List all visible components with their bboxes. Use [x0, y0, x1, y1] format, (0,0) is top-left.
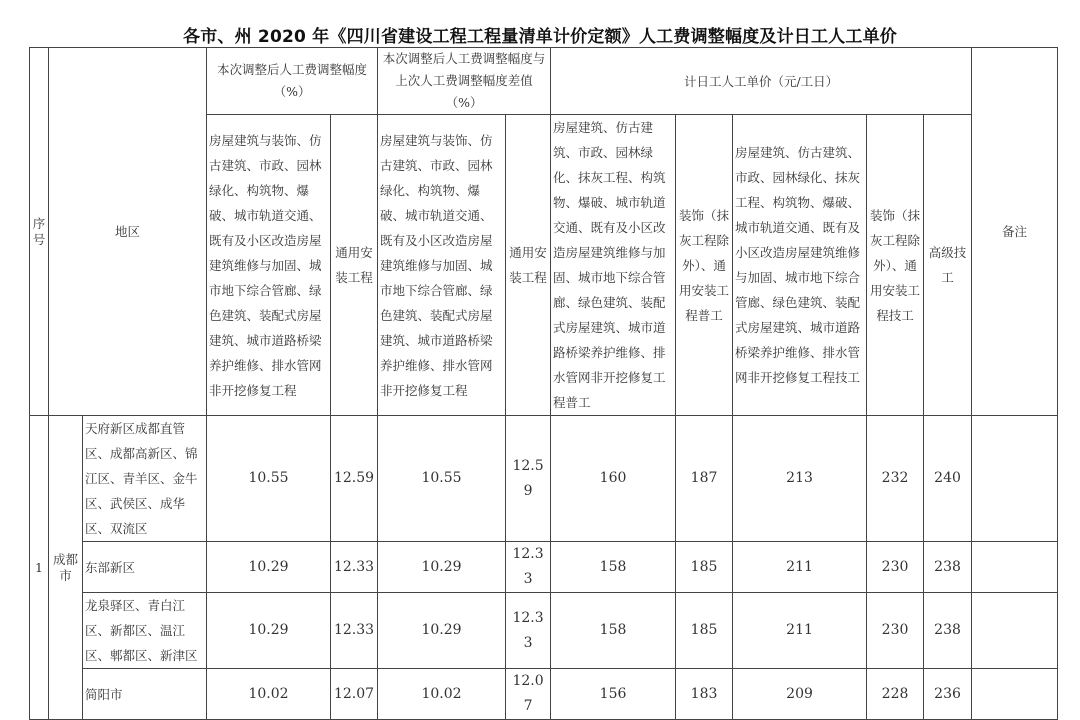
decor-skilled-worker-cell: 228 [867, 669, 924, 720]
skilled-worker-cell: 209 [733, 669, 867, 720]
diff-install-cell: 12.33 [506, 593, 551, 669]
adj-building-cell: 10.02 [207, 669, 331, 720]
labor-rate-table [29, 47, 1058, 720]
page-title: 各市、州 2020 年《四川省建设工程工程量清单计价定额》人工费调整幅度及计日工人工单价 [183, 27, 897, 47]
adj-building-cell: 10.29 [207, 593, 331, 669]
region-cell: 简阳市 [83, 669, 207, 720]
table-row [30, 416, 1058, 542]
remarks-header: 备注 [972, 48, 1058, 416]
table-row [30, 542, 1058, 593]
diff-install-cell: 12.59 [506, 416, 551, 542]
diff-building-header: 房屋建筑与装饰、仿古建筑、市政、园林绿化、构筑物、爆破、城市轨道交通、既有及小区改造房屋建筑维修与加固、城市地下综合管廊、绿色建筑、装配式房屋建筑、城市道路桥梁养护维修、排水管网非开挖修复工程 [378, 115, 506, 416]
difference-group-header: 本次调整后人工费调整幅度与上次人工费调整幅度差值（%） [378, 48, 551, 115]
adj-install-cell: 12.33 [331, 542, 378, 593]
adj-install-cell: 12.33 [331, 593, 378, 669]
diff-install-cell: 12.07 [506, 669, 551, 720]
decor-skilled-worker-cell: 232 [867, 416, 924, 542]
adj-install-header: 通用安装工程 [331, 115, 378, 416]
skilled-worker-cell: 211 [733, 593, 867, 669]
adj-install-cell: 12.59 [331, 416, 378, 542]
adj-building-header: 房屋建筑与装饰、仿古建筑、市政、园林绿化、构筑物、爆破、城市轨道交通、既有及小区改造房屋建筑维修与加固、城市地下综合管廊、绿色建筑、装配式房屋建筑、城市道路桥梁养护维修、排水管网非开挖修复工程 [207, 115, 331, 416]
table-row [30, 669, 1058, 720]
decor-general-worker-cell: 185 [676, 542, 733, 593]
daywork-rate-group-header: 计日工人工单价（元/工日） [551, 48, 972, 115]
senior-skilled-cell: 238 [924, 593, 972, 669]
seq-cell: 1 [30, 416, 49, 720]
senior-skilled-cell: 240 [924, 416, 972, 542]
decor-skilled-worker-cell: 230 [867, 542, 924, 593]
decor-skilled-worker-header: 装饰（抹灰工程除外）、通用安装工程技工 [867, 115, 924, 416]
adj-building-cell: 10.29 [207, 542, 331, 593]
general-worker-cell: 158 [551, 593, 676, 669]
skilled-worker-cell: 211 [733, 542, 867, 593]
diff-install-cell: 12.33 [506, 542, 551, 593]
adj-install-cell: 12.07 [331, 669, 378, 720]
diff-install-header: 通用安装工程 [506, 115, 551, 416]
diff-building-cell: 10.29 [378, 593, 506, 669]
region-cell: 东部新区 [83, 542, 207, 593]
region-cell: 龙泉驿区、青白江区、新都区、温江区、郫都区、新津区 [83, 593, 207, 669]
city-cell: 成都市 [49, 416, 83, 720]
senior-skilled-cell: 238 [924, 542, 972, 593]
diff-building-cell: 10.55 [378, 416, 506, 542]
seq-header: 序号 [30, 48, 49, 416]
region-cell: 天府新区成都直管区、成都高新区、锦江区、青羊区、金牛区、武侯区、成华区、双流区 [83, 416, 207, 542]
senior-skilled-header: 高级技工 [924, 115, 972, 416]
skilled-worker-header: 房屋建筑、仿古建筑、市政、园林绿化、抹灰工程、构筑物、爆破、城市轨道交通、既有及小区改造房屋建筑维修与加固、城市地下综合管廊、绿色建筑、装配式房屋建筑、城市道路桥梁养护维修、排水管网非开挖修复工程技工 [733, 115, 867, 416]
general-worker-header: 房屋建筑、仿古建筑、市政、园林绿化、抹灰工程、构筑物、爆破、城市轨道交通、既有及小区改造房屋建筑维修与加固、城市地下综合管廊、绿色建筑、装配式房屋建筑、城市道路桥梁养护维修、排水管网非开挖修复工程普工 [551, 115, 676, 416]
diff-building-cell: 10.02 [378, 669, 506, 720]
adjustment-group-header: 本次调整后人工费调整幅度（%） [207, 48, 378, 115]
table-row [30, 593, 1058, 669]
diff-building-cell: 10.29 [378, 542, 506, 593]
decor-skilled-worker-cell: 230 [867, 593, 924, 669]
remarks-cell [972, 593, 1058, 669]
decor-general-worker-cell: 187 [676, 416, 733, 542]
region-header: 地区 [49, 48, 207, 416]
general-worker-cell: 160 [551, 416, 676, 542]
decor-general-worker-cell: 185 [676, 593, 733, 669]
decor-general-worker-cell: 183 [676, 669, 733, 720]
senior-skilled-cell: 236 [924, 669, 972, 720]
decor-general-worker-header: 装饰（抹灰工程除外）、通用安装工程普工 [676, 115, 733, 416]
header-row-1 [30, 48, 1058, 115]
remarks-cell [972, 669, 1058, 720]
general-worker-cell: 156 [551, 669, 676, 720]
adj-building-cell: 10.55 [207, 416, 331, 542]
skilled-worker-cell: 213 [733, 416, 867, 542]
remarks-cell [972, 542, 1058, 593]
remarks-cell [972, 416, 1058, 542]
general-worker-cell: 158 [551, 542, 676, 593]
